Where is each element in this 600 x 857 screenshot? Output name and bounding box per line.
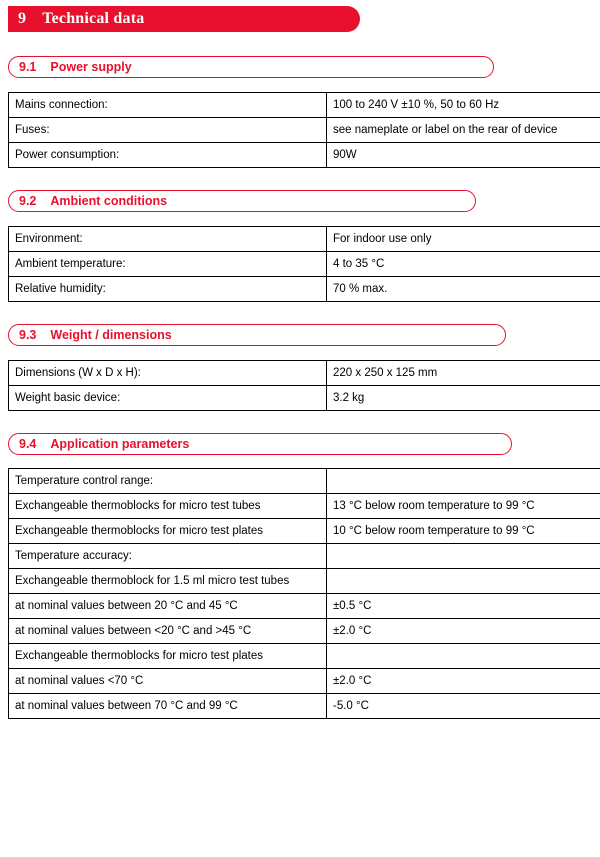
section-header-9-2 [8, 190, 476, 212]
row-value [327, 644, 600, 669]
row-label: Exchangeable thermoblocks for micro test plates [9, 519, 327, 544]
row-value [327, 569, 600, 594]
section-header-9-4 [8, 433, 512, 455]
table-row [9, 386, 600, 411]
row-value: ±2.0 °C [327, 669, 600, 694]
table-row [9, 694, 600, 719]
section-number: 9.3 [19, 328, 36, 342]
section-title: Application parameters [50, 437, 189, 451]
section-title: Weight / dimensions [50, 328, 171, 342]
row-label: Temperature control range: [9, 469, 327, 494]
row-value: 3.2 kg [327, 386, 600, 411]
row-value [327, 469, 600, 494]
row-label: Fuses: [9, 118, 327, 143]
section-title: Power supply [50, 60, 131, 74]
section-header-9-3 [8, 324, 506, 346]
table-row [9, 519, 600, 544]
row-value: 220 x 250 x 125 mm [327, 361, 600, 386]
chapter-header [8, 6, 360, 32]
row-label: Ambient temperature: [9, 252, 327, 277]
section-title: Ambient conditions [50, 194, 167, 208]
row-label: at nominal values between <20 °C and >45 °C [9, 619, 327, 644]
row-value [327, 544, 600, 569]
table-row [9, 252, 600, 277]
row-value: For indoor use only [327, 227, 600, 252]
row-label: at nominal values between 20 °C and 45 °C [9, 594, 327, 619]
row-label: at nominal values <70 °C [9, 669, 327, 694]
table-row [9, 494, 600, 519]
row-label: Environment: [9, 227, 327, 252]
table-row [9, 227, 600, 252]
row-value: 100 to 240 V ±10 %, 50 to 60 Hz [327, 93, 600, 118]
table-row [9, 569, 600, 594]
row-value: 13 °C below room temperature to 99 °C [327, 494, 600, 519]
table-row [9, 644, 600, 669]
row-label: Exchangeable thermoblock for 1.5 ml micro test tubes [9, 569, 327, 594]
table-row [9, 619, 600, 644]
spec-table-application-parameters [8, 468, 600, 719]
table-row [9, 143, 600, 168]
table-row [9, 118, 600, 143]
row-label: at nominal values between 70 °C and 99 °C [9, 694, 327, 719]
spec-table-power-supply [8, 92, 600, 168]
table-row [9, 361, 600, 386]
row-label: Dimensions (W x D x H): [9, 361, 327, 386]
row-label: Power consumption: [9, 143, 327, 168]
row-label: Exchangeable thermoblocks for micro test tubes [9, 494, 327, 519]
table-row [9, 93, 600, 118]
row-label: Mains connection: [9, 93, 327, 118]
section-number: 9.1 [19, 60, 36, 74]
spec-table-ambient-conditions [8, 226, 600, 302]
row-value: ±0.5 °C [327, 594, 600, 619]
table-row [9, 469, 600, 494]
row-value: -5.0 °C [327, 694, 600, 719]
row-value: 4 to 35 °C [327, 252, 600, 277]
table-row [9, 669, 600, 694]
row-label: Weight basic device: [9, 386, 327, 411]
row-value: 10 °C below room temperature to 99 °C [327, 519, 600, 544]
section-number: 9.4 [19, 437, 36, 451]
table-row [9, 594, 600, 619]
row-value: see nameplate or label on the rear of device [327, 118, 600, 143]
chapter-number: 9 [18, 10, 26, 28]
table-row [9, 544, 600, 569]
row-value: 70 % max. [327, 277, 600, 302]
row-value: 90W [327, 143, 600, 168]
table-row [9, 277, 600, 302]
spec-table-weight-dimensions [8, 360, 600, 411]
section-header-9-1 [8, 56, 494, 78]
chapter-title: Technical data [42, 10, 144, 28]
row-label: Exchangeable thermoblocks for micro test plates [9, 644, 327, 669]
row-label: Temperature accuracy: [9, 544, 327, 569]
section-number: 9.2 [19, 194, 36, 208]
row-label: Relative humidity: [9, 277, 327, 302]
row-value: ±2.0 °C [327, 619, 600, 644]
document-page [0, 6, 600, 857]
